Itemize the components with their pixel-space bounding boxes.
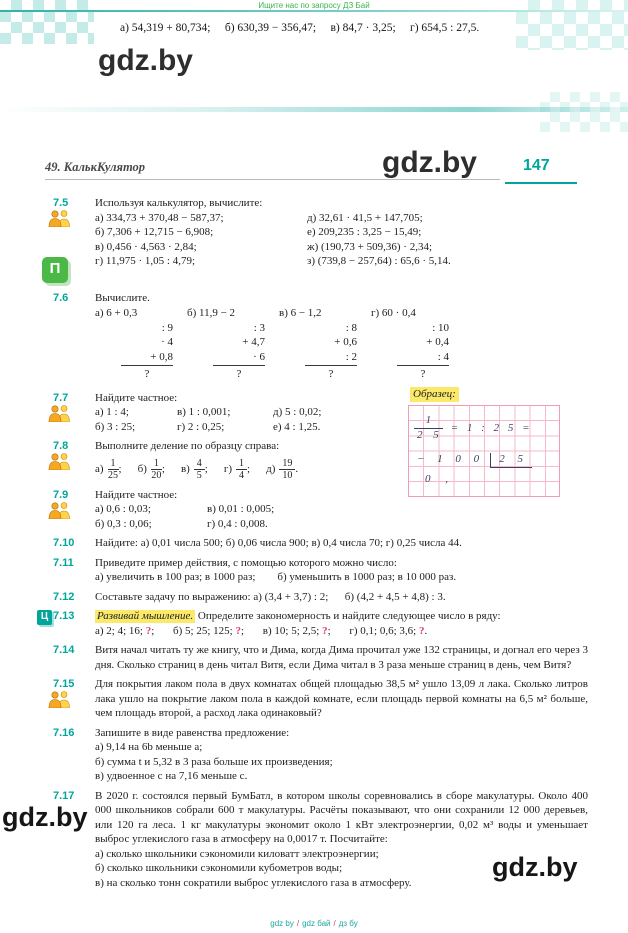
exercise-number: 7.13 xyxy=(53,610,75,622)
gdz-watermark: gdz.by xyxy=(2,802,88,832)
item: е) 209,235 : 3,25 − 15,49; xyxy=(307,226,422,238)
fraction: $\frac{19}{10}$ xyxy=(279,458,295,481)
exercise-number: 7.12 xyxy=(53,590,75,603)
calc-columns xyxy=(95,306,588,382)
exercise-text: Найдите: а) 0,01 числа 500; б) 0,06 числа 900; в) 0,4 числа 70; г) 0,25 числа 44. xyxy=(95,537,462,549)
exercise-number: 7.5 xyxy=(53,197,69,209)
exercise-7-13 xyxy=(40,609,588,638)
fraction-item: а) $\frac{1}{25}$ ; xyxy=(95,458,122,481)
item: в) 0,01 : 0,005; xyxy=(207,503,275,515)
warmup-exercise-line: а) 54,319 + 80,734; б) 630,39 − 356,47; в) 84,7 · 3,25; г) 654,5 : 27,5. xyxy=(120,22,480,34)
item: в) 0,456 · 4,563 · 2,84; xyxy=(95,240,197,253)
exercise-title: Вычислите. xyxy=(95,291,150,304)
exercise-items xyxy=(95,211,588,269)
exercise-title: Запишите в виде равенства предложение: xyxy=(95,726,290,739)
exercise-text: Составьте задачу по выражению: а) (3,4 + 3,7) : 2; б) (4,2 + 4,5 + 4,8) : 3. xyxy=(95,590,446,603)
footer-separator: / xyxy=(296,919,300,928)
item: в) на сколько тонн сократили выброс углекислого газа в атмосферу. xyxy=(95,876,412,889)
pair-work-icon xyxy=(47,690,73,708)
pair-work-icon xyxy=(47,209,73,227)
item: а) 9,14 на 6b меньше a; xyxy=(95,741,203,753)
calc-op: : 3 xyxy=(253,321,265,334)
question-mark: ? xyxy=(322,624,328,637)
item: б) 3 : 25; xyxy=(95,420,136,433)
fraction: $\frac{4}{5}$ xyxy=(194,458,205,481)
fraction-item: г) $\frac{1}{4}$ ; xyxy=(223,458,251,481)
exercise-title: Используя калькулятор, вычислите: xyxy=(95,197,263,209)
item: з) (739,8 − 257,64) : 65,6 · 5,14. xyxy=(307,255,451,267)
item: б) сколько школьники сэкономили кубометров воды; xyxy=(95,862,343,874)
calc-result: ? xyxy=(305,365,357,382)
calc-op: + 0,6 xyxy=(334,336,357,348)
footer-link-gdz-by[interactable]: gdz by xyxy=(270,919,294,928)
exercise-items xyxy=(95,502,375,531)
pair-work-icon xyxy=(47,501,73,519)
calc-start: б) 11,9 − 2 xyxy=(187,307,236,319)
sample-fraction: $\frac{1}{2 5}$ xyxy=(414,414,443,443)
calc-column xyxy=(95,306,187,382)
exercise-text: Развивай мышление. Определите закономерность и найдите следующее число в ряду: xyxy=(97,610,501,622)
number-series-line xyxy=(95,624,588,639)
question-mark: ? xyxy=(145,624,152,637)
calc-result: ? xyxy=(397,365,449,382)
exercise-7-14 xyxy=(53,643,588,672)
calc-op: : 9 xyxy=(161,321,173,334)
item: б) 0,3 : 0,06; xyxy=(95,517,152,530)
pixel-mosaic-mid-right xyxy=(540,92,628,132)
sample-remainder: 0 , xyxy=(425,473,454,485)
sample-box xyxy=(408,387,560,498)
sample-division-grid xyxy=(408,405,560,497)
item: д) 32,61 · 41,5 + 147,705; xyxy=(307,211,423,224)
calc-start: г) 60 · 0,4 xyxy=(371,307,416,319)
gdz-watermark: gdz.by xyxy=(492,852,578,882)
exercise-text: В 2020 г. состоялся первый БумБатл, в котором школы соревновались в сборе макулатуры. Около 400 000 школьников собрали 600 т макулатуры. Расчёты показывают, что они сохранили 12 000 деревьев, или 120 га леса. 1 кг макулатуры экономит около 1 кВт электроэнергии, 0,02 м³ воды и уменьшает выброс углекислого газа в атмосферу на 0,0017 т. Посчитайте: xyxy=(95,789,588,845)
series-item: г) 0,1; 0,6; 3,6; ?. xyxy=(349,624,428,637)
exercise-7-15 xyxy=(53,677,588,721)
question-mark: ? xyxy=(235,624,241,637)
exercise-items: а) увеличить в 100 раз; в 1000 раз; б) уменьшить в 1000 раз; в 10 000 раз. xyxy=(95,571,457,583)
sample-equation: = 1 : 2 5 = xyxy=(450,422,533,434)
header-underline xyxy=(45,179,500,180)
exercise-number: 7.11 xyxy=(53,556,74,569)
exercise-text: Витя начал читать ту же книгу, что и Дима, когда Дима прочитал уже 132 страницы, и догнал его через 3 дня. Сколько страниц в день читал Витя, если Дима читал в 3 раза меньше страниц в день, чем Витя? xyxy=(95,644,588,671)
page-number-underline xyxy=(505,182,577,184)
exercise-7-5 xyxy=(53,196,588,269)
item: б) 7,306 + 12,715 − 6,908; xyxy=(95,226,214,238)
question-mark: ? xyxy=(418,624,425,637)
exercise-number: 7.10 xyxy=(53,537,75,549)
section-divider-line xyxy=(0,107,628,112)
page-number: 147 xyxy=(523,157,550,174)
footer-separator: / xyxy=(333,919,336,928)
calc-column xyxy=(279,306,371,382)
exercise-items xyxy=(95,405,395,434)
footer-links xyxy=(0,919,628,928)
item: д) 5 : 0,02; xyxy=(273,406,322,418)
fraction: $\frac{1}{4}$ xyxy=(236,458,247,481)
footer-link-dz-bu[interactable]: дз бу xyxy=(338,919,358,928)
item: в) удвоенное с на 7,16 меньше с. xyxy=(95,770,248,782)
calc-column xyxy=(371,306,463,382)
calc-start: в) 6 − 1,2 xyxy=(279,307,322,319)
exercise-number: 7.6 xyxy=(53,291,69,304)
exercise-number: 7.7 xyxy=(53,391,69,404)
exercise-number: 7.16 xyxy=(53,726,75,739)
p-badge: П xyxy=(42,257,68,283)
item: б) сумма t и 5,32 в 3 раза больше их произведения; xyxy=(95,755,333,768)
exercise-7-16 xyxy=(53,726,588,784)
item: ж) (190,73 + 509,36) · 2,34; xyxy=(307,240,433,253)
exercise-7-10 xyxy=(53,536,588,551)
item: а) 334,73 + 370,48 − 587,37; xyxy=(95,211,224,224)
exercise-7-11 xyxy=(53,556,588,585)
top-divider-line xyxy=(0,10,628,12)
calc-op: : 4 xyxy=(437,350,449,363)
exercise-number: 7.14 xyxy=(53,644,75,656)
pair-work-icon xyxy=(47,404,73,422)
series-item: б) 5; 25; 125; ?; xyxy=(173,624,245,637)
calc-op: + 0,4 xyxy=(426,336,449,348)
exercise-text: Приведите пример действия, с помощью которого можно число: xyxy=(95,556,397,569)
calc-op: + 0,8 xyxy=(150,350,173,363)
series-item: в) 10; 5; 2,5; ?; xyxy=(262,624,331,637)
gdz-watermark: gdz.by xyxy=(98,44,193,77)
item: а) 0,6 : 0,03; xyxy=(95,503,151,515)
exercise-title: Выполните деление по образцу справа: xyxy=(95,440,280,452)
calc-start: а) 6 + 0,3 xyxy=(95,307,138,319)
calc-op: : 2 xyxy=(345,350,357,363)
calc-op: : 10 xyxy=(432,321,449,334)
fraction: $\frac{1}{20}$ xyxy=(151,458,162,481)
fraction: $\frac{1}{25}$ xyxy=(108,458,119,481)
exercise-number: 7.9 xyxy=(53,488,69,501)
exercise-title: Найдите частное: xyxy=(95,391,178,404)
exercise-number: 7.15 xyxy=(53,678,75,690)
site-notice: Ищите нас по запросу ДЗ Бай xyxy=(258,1,370,10)
item: г) 11,975 · 1,05 : 4,79; xyxy=(95,255,196,267)
exercise-number: 7.17 xyxy=(53,789,75,802)
fraction-item: в) $\frac{4}{5}$ ; xyxy=(180,458,208,481)
sample-long-division: − 1 0 0 2 5 xyxy=(417,452,532,467)
item: в) 1 : 0,001; xyxy=(177,406,231,418)
item: а) сколько школьники сэкономили киловатт электроэнергии; xyxy=(95,847,379,860)
highlighted-lead: Развивай мышление. xyxy=(97,610,194,622)
calc-op: · 4 xyxy=(161,336,173,348)
calc-column xyxy=(187,306,279,382)
calc-op: : 8 xyxy=(345,321,357,334)
series-item: а) 2; 4; 16; ?; xyxy=(95,624,155,637)
footer-link-gdz-bai[interactable]: gdz бай xyxy=(302,919,331,928)
item: а) 1 : 4; xyxy=(95,406,129,418)
sample-label: Образец: xyxy=(410,387,459,403)
calc-op: · 6 xyxy=(253,350,265,363)
fraction-item: д) $\frac{19}{10}$ . xyxy=(266,458,299,481)
exercise-text: Для покрытия лаком пола в двух комнатах общей площадью 38,5 м² ушло 13,09 л лака. Сколько литров лака ушло на покрытие лаком пола в каждой комнате, если площадь первой комнаты на 6,5 м² больше, чем площадь второй, а расход лака одинаковый? xyxy=(95,678,588,719)
exercise-title: Найдите частное: xyxy=(95,488,178,501)
fraction-item: б) $\frac{1}{20}$ ; xyxy=(137,458,165,481)
item: г) 2 : 0,25; xyxy=(177,420,225,433)
section-title: 49. КалькКулятор xyxy=(45,160,146,174)
pair-work-icon xyxy=(47,452,73,470)
calc-op: + 4,7 xyxy=(242,336,265,348)
item: г) 0,4 : 0,008. xyxy=(207,517,268,530)
calc-result: ? xyxy=(213,365,265,382)
item: е) 4 : 1,25. xyxy=(273,420,321,433)
calc-result: ? xyxy=(121,365,173,382)
gdz-watermark: gdz.by xyxy=(382,146,477,179)
exercise-number: 7.8 xyxy=(53,440,69,452)
exercise-7-12 xyxy=(53,590,588,605)
c-badge: Ц xyxy=(37,610,52,625)
